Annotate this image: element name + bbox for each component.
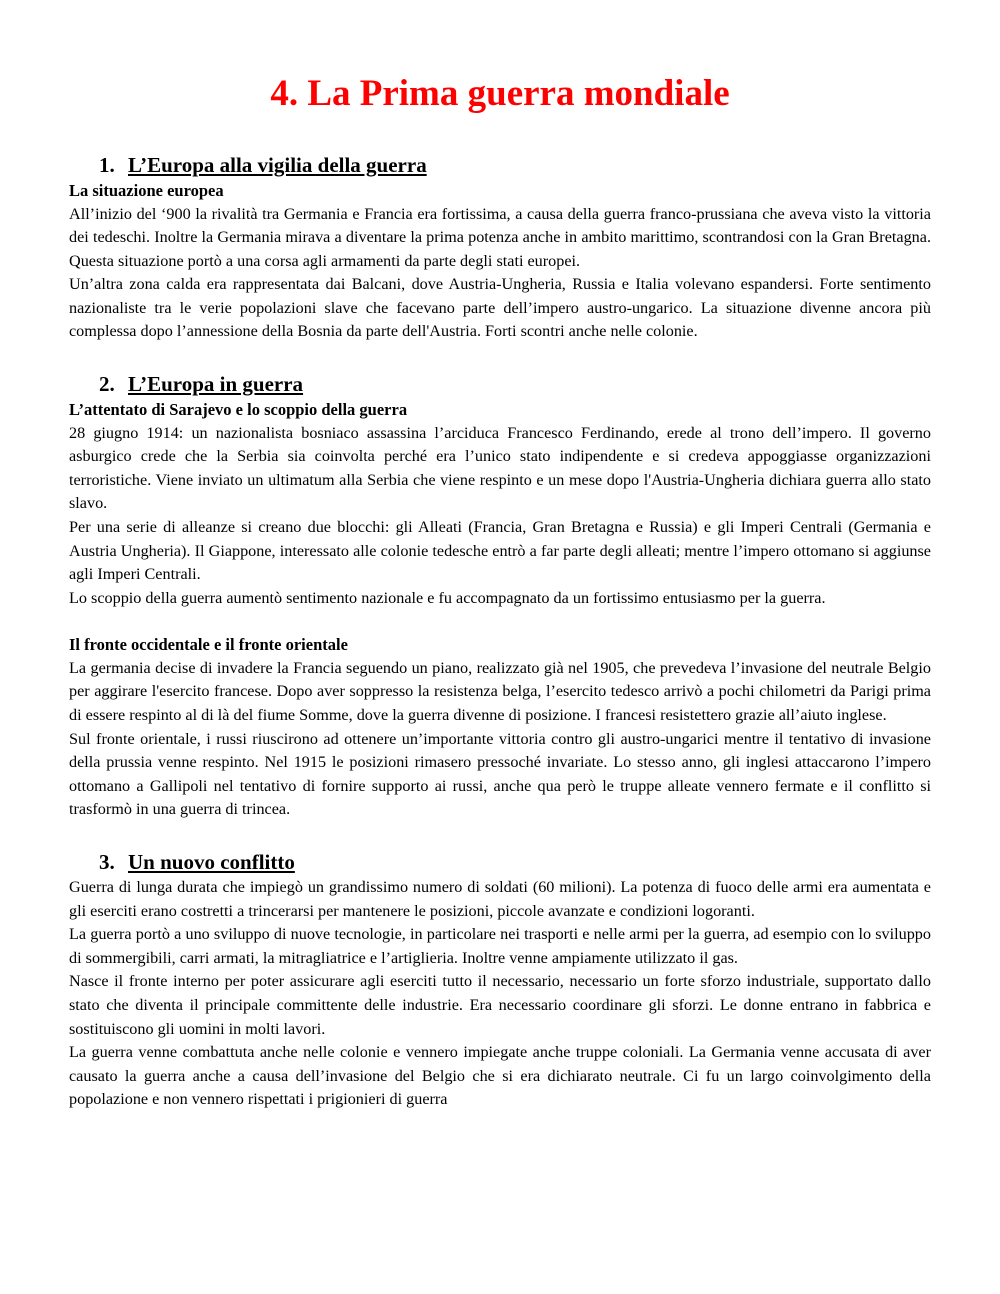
document-page: [69, 0, 931, 1112]
section-title: L’Europa alla vigilia della guerra: [128, 153, 427, 177]
paragraph: 28 giugno 1914: un nazionalista bosniaco assassina l’arciduca Francesco Ferdinando, erede al trono dell’impero. Il governo asburgico crede che la Serbia sia coinvolta perché era l’unico stato indipendente e si credeva appoggiasse organizzazioni terroristiche. Viene inviato un ultimatum alla Serbia che viene respinto e un mese dopo l'Austria-Ungheria dichiara guerra allo stato slavo.: [69, 423, 931, 513]
section-title: Un nuovo conflitto: [128, 849, 295, 874]
paragraph: La guerra venne combattuta anche nelle colonie e vennero impiegate anche truppe coloniali. La Germania venne accusata di aver causato la guerra anche a causa dell’invasione del Belgio che si era dichiarato neutrale. Ci fu un largo coinvolgimento della popolazione e non vennero rispettati i prigionieri di guerra: [69, 1043, 931, 1109]
document-title: 4. La Prima guerra mondiale: [270, 73, 730, 114]
paragraph: Lo scoppio della guerra aumentò sentimento nazionale e fu accompagnato da un fortissimo entusiasmo per la guerra.: [69, 588, 826, 607]
section-number: 2.: [99, 372, 115, 397]
paragraph: La guerra portò a uno sviluppo di nuove tecnologie, in particolare nei trasporti e nelle armi per la guerra, ad esempio con lo sviluppo di sommergibili, carri armati, la mitragliatrice e l’artiglieria. Inoltre venne ampiamente utilizzato il gas.: [69, 925, 931, 967]
paragraph: All’inizio del ‘900 la rivalità tra Germania e Francia era fortissima, a causa della guerra franco-prussiana che aveva visto la vittoria dei tedeschi. Inoltre la Germania mirava a diventare la prima potenza anche in ambito marittimo, scontrandosi con la Gran Bretagna. Questa situazione portò a una corsa agli armamenti da parte degli stati europei.: [69, 204, 931, 270]
paragraph: Un’altra zona calda era rappresentata dai Balcani, dove Austria-Ungheria, Russia e Italia volevano espandersi. Forte sentimento nazionaliste tra le verie popolazioni slave che facevano parte dell’impero austro-ungarico. La situazione divenne ancora più complessa dopo l’annessione della Bosnia da parte dell'Austria. Forti scontri anche nelle colonie.: [69, 275, 931, 341]
paragraph: Per una serie di alleanze si creano due blocchi: gli Alleati (Francia, Gran Bretagna e Russia) e gli Imperi Centrali (Germania e Austria Ungheria). Il Giappone, interessato alle colonie tedesche entrò a far parte degli alleati; mentre l’impero ottomano si aggiunse agli Imperi Centrali.: [69, 517, 931, 584]
section-heading: [69, 151, 931, 179]
subsection-heading: Il fronte occidentale e il fronte orientale: [69, 635, 348, 655]
section-number: 1.: [99, 153, 115, 177]
section-heading: [69, 370, 931, 398]
section-title: L’Europa in guerra: [128, 372, 304, 397]
subsection-heading: L’attentato di Sarajevo e lo scoppio della guerra: [69, 400, 408, 420]
section-3: [69, 848, 931, 1112]
section-number: 3.: [99, 849, 115, 874]
subsection-heading: La situazione europea: [69, 181, 224, 200]
paragraph: Nasce il fronte interno per poter assicurare agli eserciti tutto il necessario, necessario un forte sforzo industriale, supportato dallo stato che diventa il principale committente delle industrie. Era necessario coordinare gli sforzi. Le donne entrano in fabbrica e sostituiscono gli uomini in molti lavori.: [69, 972, 931, 1038]
paragraph: La germania decise di invadere la Francia seguendo un piano, realizzato già nel 1905, che prevedeva l’invasione del neutrale Belgio per aggirare l'esercito francese. Dopo aver soppresso la resistenza belga, l’esercito tedesco arrivò a pochi chilometri da Parigi prima di essere respinto al di là del fiume Somme, dove la guerra divenne di posizione. I francesi resistettero grazie all’aiuto inglese.: [69, 658, 931, 724]
section-2: [69, 370, 931, 822]
section-1: [69, 151, 931, 344]
paragraph: Guerra di lunga durata che impiegò un grandissimo numero di soldati (60 milioni). La potenza di fuoco delle armi era aumentata e gli eserciti erano costretti a trincerarsi per mantenere le posizioni, piccole avanzate e condizioni logoranti.: [69, 877, 931, 920]
paragraph: Sul fronte orientale, i russi riuscirono ad ottenere un’importante vittoria contro gli austro-ungarici mentre il tentativo di invasione della prussia venne respinto. Nel 1915 le posizioni rimasero pressoché invariate. Lo stesso anno, gli inglesi attaccarono l’impero ottomano a Gallipoli nel tentativo di fornire supporto ai russi, anche qua però le truppe alleate vennero fermate e il conflitto si trasformò in una guerra di trincea.: [69, 729, 931, 819]
section-heading: [69, 848, 931, 876]
